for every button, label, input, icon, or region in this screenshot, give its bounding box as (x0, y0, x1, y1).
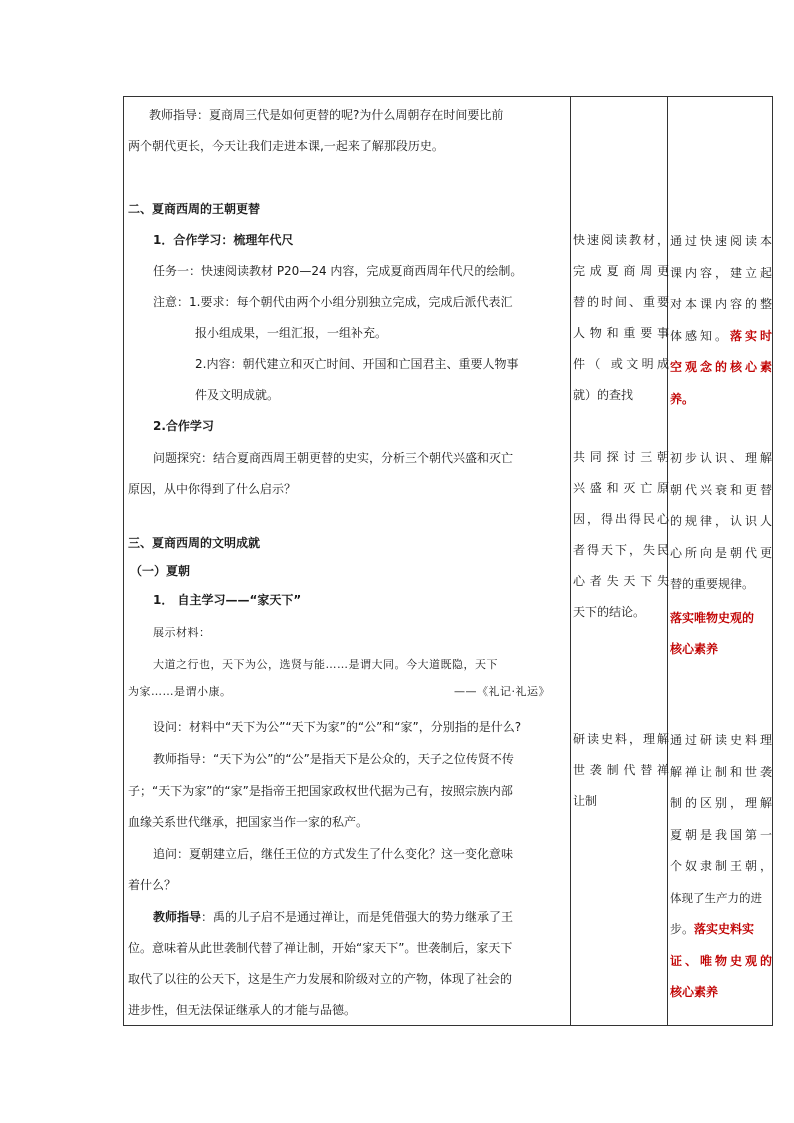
intent-c-line-mixed (670, 914, 772, 946)
answer-1-line-2: 子；“天下为家”的“家”是指帝王把国家政权世代据为己有，按照宗族内部 (128, 784, 513, 798)
section-2-subheading-2: 2.合作学习 (153, 419, 214, 433)
intent-a-red-inline: 落实时 (729, 328, 772, 343)
answer-2-line-3: 取代了以往的公天下，这是生产力发展和阶级对立的产物，体现了社会的 (128, 972, 513, 986)
quote-line-1: 大道之行也，天下为公，选贤与能……是谓大同。今大道既隐，天下 (153, 658, 498, 671)
activity-b-line: 天下的结论。 (573, 605, 646, 619)
note-line-1: 注意：1.要求：每个朝代由两个小组分别独立完成，完成后派代表汇 (153, 295, 513, 309)
activity-c-line: 让制 (573, 794, 598, 808)
activity-b-line: 共同探讨三朝 (573, 450, 669, 464)
answer-2-label: 教师指导 (153, 910, 202, 924)
intent-a-red-line: 养。 (670, 391, 695, 406)
answer-2-line-1 (153, 911, 513, 923)
activity-a-line: 快速阅读教材， (573, 233, 669, 247)
intent-b-red-line: 核心素养 (670, 642, 719, 656)
design-intent-c (670, 725, 772, 1009)
student-activity-column (571, 97, 668, 1026)
intent-c-line: 个奴隶制王朝， (670, 859, 772, 873)
question-1: 设问：材料中“天下为公”“天下为家”的“公”和“家”，分别指的是什么? (153, 720, 522, 734)
lesson-plan-table (123, 96, 773, 1026)
intent-a-line: 课内容，建立起 (670, 265, 772, 280)
intent-b-line: 初步认识、理解 (670, 451, 772, 465)
intent-c-line: 制的区别，理解 (670, 796, 772, 810)
activity-a-line: 件（ 或文明成 (573, 357, 669, 371)
intent-b-line: 朝代兴衰和更替 (670, 482, 772, 497)
intent-c-text: 步。 (670, 922, 695, 936)
intent-a-line: 对本课内容的整 (670, 297, 772, 311)
activity-b-line: 兴盛和灭亡原 (573, 481, 669, 495)
intent-a-line: 通过快速阅读本 (670, 234, 772, 248)
answer-1-line-1: 教师指导：“天下为公”的“公”是指天下是公众的，天子之位传贤不传 (153, 752, 514, 766)
answer-1-line-3: 血缘关系世代继承，把国家当作一家的私产。 (128, 815, 369, 829)
intro-line-2: 两个朝代更长，今天让我们走进本课,一起来了解那段历史。 (128, 139, 444, 153)
inquiry-line-2: 原因，从中你得到了什么启示？ (128, 482, 297, 496)
intent-b-line: 心所向是朝代更 (670, 545, 772, 560)
intent-c-line: 通过研读史料理 (670, 733, 772, 747)
section-2-subheading-1: 1．合作学习：梳理年代尺 (153, 233, 294, 247)
answer-2-line-2: 位。意味着从此世袭制代替了禅让制，开始“家天下”。世袭制后，家天下 (128, 941, 513, 955)
section-3-subheading: （一）夏朝 (130, 564, 191, 578)
section-3-heading: 三、夏商西周的文明成就 (128, 536, 261, 550)
note-line-4: 件及文明成就。 (195, 388, 280, 402)
intent-c-red-line: 核心素养 (670, 985, 719, 999)
question-2-line-2: 着什么？ (128, 878, 177, 892)
answer-2-text: ：禹的儿子启不是通过禅让，而是凭借强大的势力继承了王 (201, 910, 514, 924)
intent-b-line: 替的重要规律。 (670, 577, 755, 591)
activity-b-line: 者得天下，失民 (573, 543, 669, 557)
intent-c-line: 夏朝是我国第一 (670, 827, 772, 842)
design-intent-column (668, 97, 773, 1026)
activity-a-line: 人物和重要事 (573, 326, 669, 340)
student-activity-c (573, 724, 669, 817)
quote-source: ——《礼记·礼运》 (454, 685, 550, 698)
activity-a-line: 完成夏商周更 (573, 264, 669, 278)
activity-a-line: 就）的查找 (573, 388, 634, 402)
intent-a-red-line: 空观念的核心素 (670, 360, 772, 374)
intro-line-1: 教师指导：夏商周三代是如何更替的呢?为什么周朝存在时间要比前 (149, 108, 504, 122)
note-line-3: 2.内容：朝代建立和灭亡时间、开国和亡国君主、重要人物事 (195, 357, 519, 371)
activity-c-line: 世袭制代替禅 (573, 763, 669, 777)
design-intent-b (670, 443, 772, 666)
inquiry-line-1: 问题探究：结合夏商西周王朝更替的史实，分析三个朝代兴盛和灭亡 (153, 451, 514, 465)
activity-b-line: 因，得出得民心 (573, 512, 669, 526)
self-study-heading: 1． 自主学习——“家天下” (153, 593, 302, 607)
material-label: 展示材料： (153, 626, 211, 639)
intent-b-line: 的规律，认识人 (670, 514, 772, 528)
question-2-line-1: 追问：夏朝建立后，继任王位的方式发生了什么变化？这一变化意味 (153, 847, 514, 861)
intent-c-red-line: 证、唯物史观的 (670, 953, 772, 968)
activity-a-line: 替的时间、重要 (573, 295, 669, 309)
quote-line-2: 为家……是谓小康。 (128, 685, 232, 698)
note-line-2: 报小组成果，一组汇报，一组补充。 (195, 326, 388, 340)
intent-a-text: 体感知。 (670, 328, 730, 343)
student-activity-a (573, 225, 669, 411)
activity-c-line: 研读史料，理解 (573, 732, 669, 746)
intent-c-line: 体现了生产力的进 (670, 890, 762, 905)
intent-a-line-mixed (670, 321, 772, 353)
student-activity-b (573, 442, 669, 628)
section-2-heading: 二、夏商西周的王朝更替 (128, 202, 261, 216)
intent-c-line: 解禅让制和世袭 (670, 764, 772, 779)
intent-c-red-inline: 落实史料实 (694, 922, 755, 936)
answer-2-line-4: 进步性，但无法保证继承人的才能与品德。 (128, 1003, 357, 1017)
teaching-process-column (124, 97, 571, 1026)
design-intent-a (670, 226, 772, 415)
task-1-text: 任务一：快速阅读教材 P20—24 内容，完成夏商西周年代尺的绘制。 (153, 264, 523, 278)
activity-b-line: 心者失天下失 (573, 574, 669, 588)
intent-b-red-line: 落实唯物史观的 (670, 610, 755, 625)
